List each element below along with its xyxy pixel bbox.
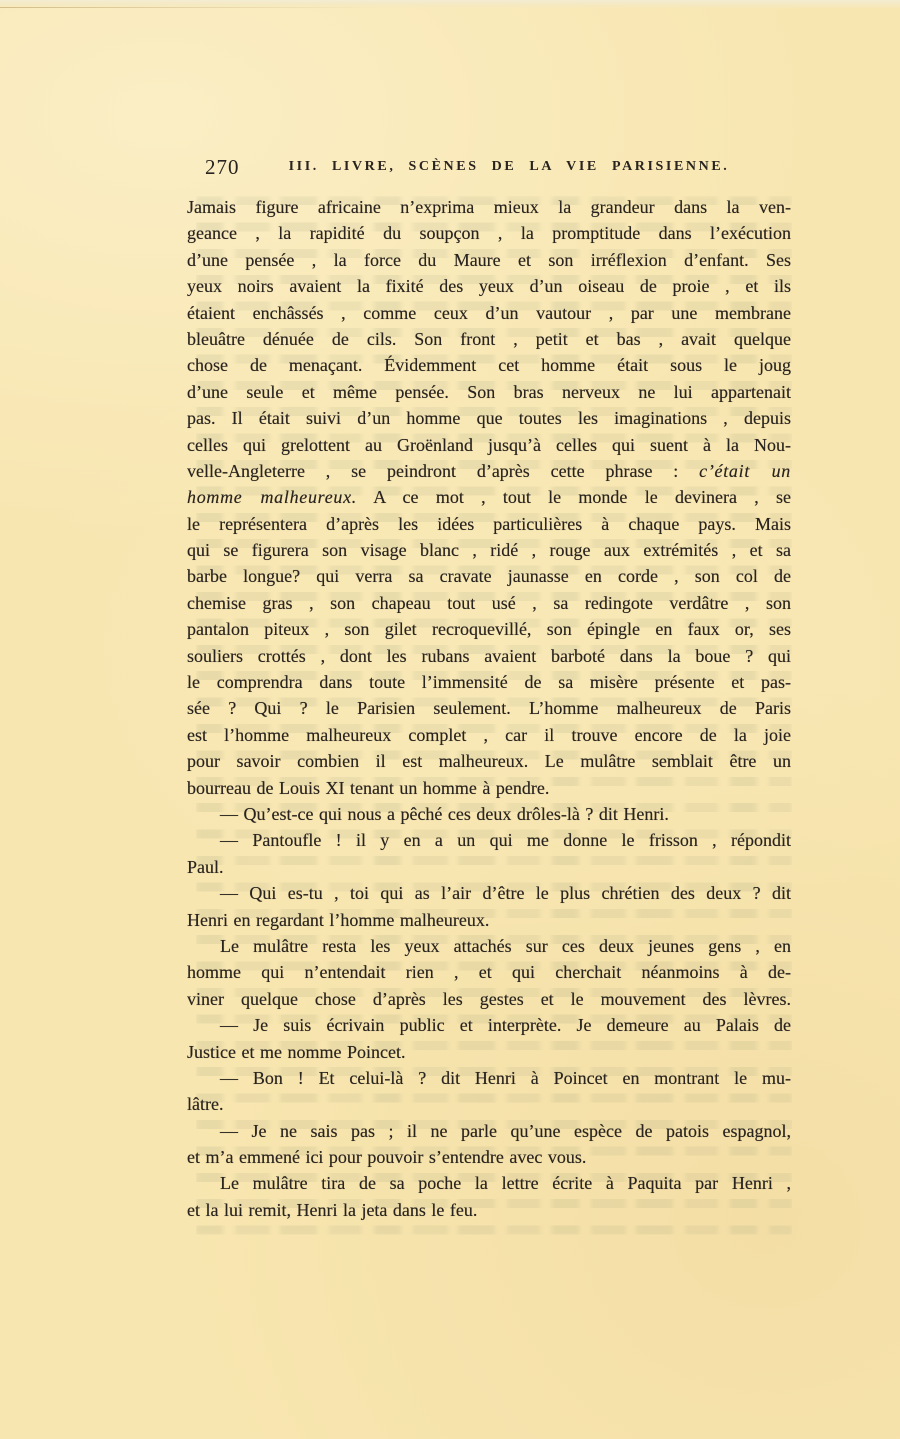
text-line: d’une seule et même pensée. Son bras nerveux ne lui appartenait [187, 381, 791, 402]
page-header [187, 155, 791, 181]
text-line: Le mulâtre tira de sa poche la lettre écrite à Paquita par Henri , [220, 1173, 791, 1194]
text-line: viner quelque chose d’après les gestes et le mouvement des lèvres. [187, 988, 791, 1009]
text-line: yeux noirs avaient la fixité des yeux d’un oiseau de proie , et ils [187, 276, 791, 297]
text-line: Le mulâtre resta les yeux attachés sur ces deux jeunes gens , en [220, 935, 791, 956]
text-line: geance , la rapidité du soupçon , la promptitude dans l’exécution [187, 223, 791, 244]
text-line: et la lui remit, Henri la jeta dans le feu. [187, 1199, 478, 1220]
text-line: pour savoir combien il est malheureux. Le mulâtre semblait être un [187, 751, 791, 772]
text-line: chose de menaçant. Évidemment cet homme était sous le joug [187, 355, 791, 376]
text-line: pas. Il était suivi d’un homme que toutes les imaginations , depuis [187, 408, 791, 429]
text-line: bleuâtre dénuée de cils. Son front , petit et bas , avait quelque [187, 328, 791, 349]
text-line: — Bon ! Et celui-là ? dit Henri à Poincet en montrant le mu- [220, 1067, 791, 1088]
text-line: le comprendra dans toute l’immensité de sa misère présente et pas- [187, 672, 791, 693]
text-line: homme malheureux. A ce mot , tout le monde le devinera , se [187, 487, 791, 508]
italic-phrase: homme malheureux. [187, 487, 357, 508]
text-line: barbe longue? qui verra sa cravate jaunasse en corde , son col de [187, 566, 791, 587]
text-line: celles qui grelottent au Groënland jusqu’à celles qui suent à la Nou- [187, 434, 791, 455]
text-line: Henri en regardant l’homme malheureux. [187, 909, 490, 930]
text-line: étaient enchâssés , comme ceux d’un vautour , par une membrane [187, 302, 791, 323]
text-line: — Je suis écrivain public et interprète. Je demeure au Palais de [220, 1015, 791, 1036]
text-line: et m’a emmené ici pour pouvoir s’entendre avec vous. [187, 1147, 587, 1168]
text-line: d’une pensée , la force du Maure et son irréflexion d’enfant. Ses [187, 249, 791, 270]
italic-phrase: c’était un [699, 460, 791, 481]
text-line: sée ? Qui ? le Parisien seulement. L’homme malheureux de Paris [187, 698, 791, 719]
text-line: Justice et me nomme Poincet. [187, 1041, 406, 1062]
text-line: chemise gras , son chapeau tout usé , sa redingote verdâtre , son [187, 592, 791, 613]
text-line: Paul. [187, 856, 224, 877]
text-line: — Qu’est-ce qui nous a pêché ces deux drôles-là ? dit Henri. [220, 803, 669, 824]
text-line: est l’homme malheureux complet , car il trouve encore de la joie [187, 724, 791, 745]
text-line: le représentera d’après les idées particulières à chaque pays. Mais [187, 513, 791, 534]
running-title: III. LIVRE, SCÈNES DE LA VIE PARISIENNE. [288, 159, 730, 174]
text-line: — Pantoufle ! il y en a un qui me donne le frisson , répondit [220, 830, 791, 851]
scan-edge-line [0, 7, 378, 8]
text-line: — Qui es-tu , toi qui as l’air d’être le plus chrétien des deux ? dit [220, 883, 791, 904]
text-line: qui se figurera son visage blanc , ridé , rouge aux extrémités , et sa [187, 540, 791, 561]
page-number: 270 [205, 155, 240, 179]
text-line: — Je ne sais pas ; il ne parle qu’une espèce de patois espagnol, [220, 1120, 791, 1141]
page-body [187, 194, 791, 1223]
text-line: lâtre. [187, 1094, 224, 1115]
text-line: bourreau de Louis XI tenant un homme à pendre. [187, 777, 550, 798]
text-line: pantalon piteux , son gilet recroquevillé, son épingle en faux or, ses [187, 619, 791, 640]
text-line: Jamais figure africaine n’exprima mieux la grandeur dans la ven- [187, 197, 791, 217]
text-line: homme qui n’entendait rien , et qui cherchait néanmoins à de- [187, 962, 791, 983]
text-line: velle-Angleterre , se peindront d’après cette phrase : c’était un [187, 460, 791, 481]
text-line: souliers crottés , dont les rubans avaient barboté dans la boue ? qui [187, 645, 791, 666]
